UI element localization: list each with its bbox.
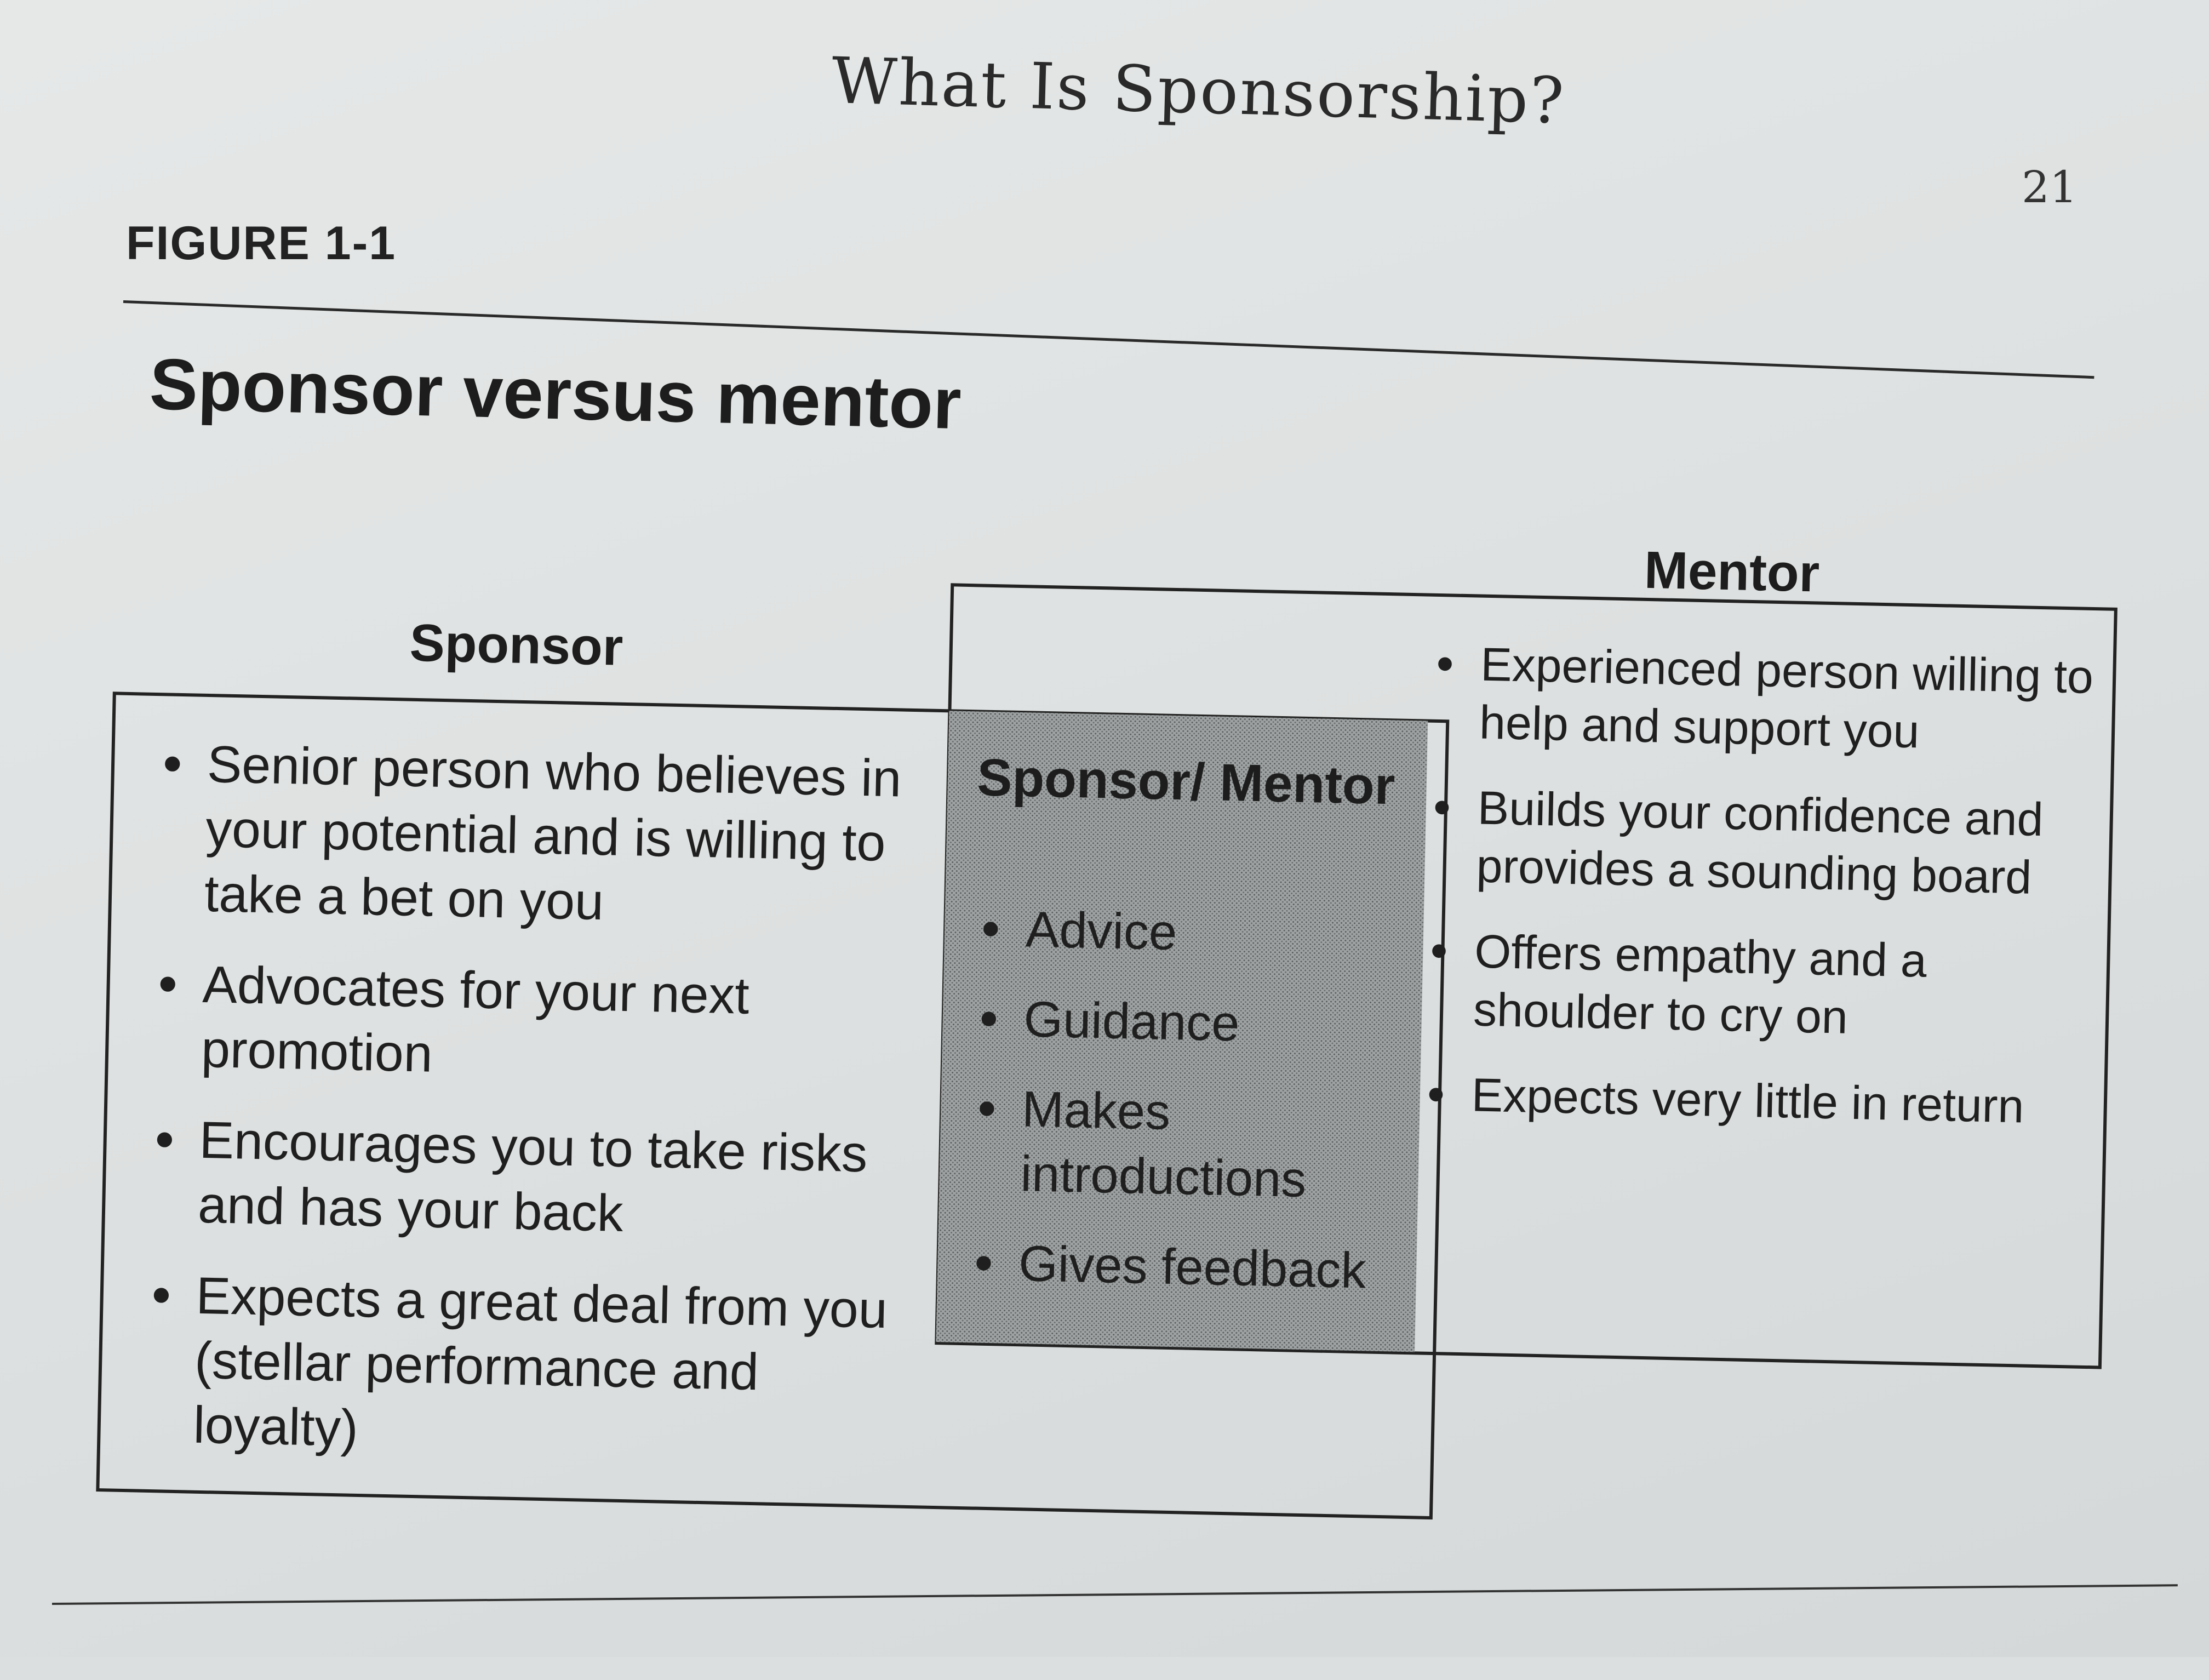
list-item-text: Advocates for your next promotion bbox=[201, 955, 750, 1083]
bullet-icon: • bbox=[979, 990, 999, 1047]
list-item-text: Encourages you to take risks and has your back bbox=[197, 1111, 868, 1243]
list-item bbox=[160, 731, 920, 941]
list-item-text: Gives feedback bbox=[1018, 1236, 1367, 1299]
bullet-icon: • bbox=[1430, 924, 1448, 978]
mentor-heading: Mentor bbox=[1644, 540, 1821, 603]
list-item bbox=[1432, 778, 2092, 908]
figure-label: FIGURE 1-1 bbox=[126, 217, 397, 270]
overlap-list bbox=[974, 896, 1415, 1329]
bullet-icon: • bbox=[981, 900, 1000, 957]
sponsor-list bbox=[148, 731, 920, 1499]
list-item bbox=[974, 1231, 1408, 1305]
list-item-text: Senior person who believes in your potential and is willing to take a bet on you bbox=[204, 735, 902, 932]
list-item-text: Offers empathy and a shoulder to cry on bbox=[1473, 925, 1927, 1044]
list-item-text: Builds your confidence and provides a sounding board bbox=[1475, 781, 2044, 904]
bullet-icon: • bbox=[154, 1110, 175, 1169]
bullet-icon: • bbox=[974, 1235, 993, 1292]
sponsor-mentor-heading: Sponsor/ Mentor bbox=[976, 748, 1396, 816]
list-item bbox=[1429, 922, 2088, 1052]
bullet-icon: • bbox=[151, 1266, 171, 1324]
list-item-text: Guidance bbox=[1023, 991, 1240, 1052]
bullet-icon: • bbox=[977, 1080, 997, 1137]
list-item bbox=[149, 1262, 909, 1472]
list-item bbox=[976, 1076, 1412, 1214]
bullet-icon: • bbox=[1433, 780, 1451, 834]
figure-title: Sponsor versus mentor bbox=[148, 343, 963, 444]
list-item bbox=[981, 896, 1415, 970]
bullet-icon: • bbox=[163, 734, 182, 793]
sponsor-heading: Sponsor bbox=[409, 613, 624, 677]
list-item bbox=[157, 951, 915, 1096]
list-item-text: Makes introductions bbox=[1020, 1081, 1307, 1208]
list-item-text: Expects very little in return bbox=[1470, 1068, 2025, 1133]
mentor-list bbox=[1427, 635, 2094, 1164]
bullet-icon: • bbox=[1427, 1067, 1445, 1121]
list-item bbox=[1435, 635, 2094, 764]
list-item bbox=[153, 1107, 912, 1252]
running-head: What Is Sponsorship? bbox=[831, 44, 1567, 139]
page-number: 21 bbox=[2022, 162, 2078, 213]
list-item-text: Experienced person willing to help and support you bbox=[1479, 638, 2094, 758]
list-item bbox=[979, 986, 1413, 1060]
list-item-text: Advice bbox=[1025, 901, 1178, 961]
list-item bbox=[1427, 1065, 2086, 1137]
bullet-icon: • bbox=[1436, 637, 1454, 690]
list-item-text: Expects a great deal from you (stellar performance and loyalty) bbox=[192, 1266, 888, 1458]
bullet-icon: • bbox=[158, 955, 178, 1013]
